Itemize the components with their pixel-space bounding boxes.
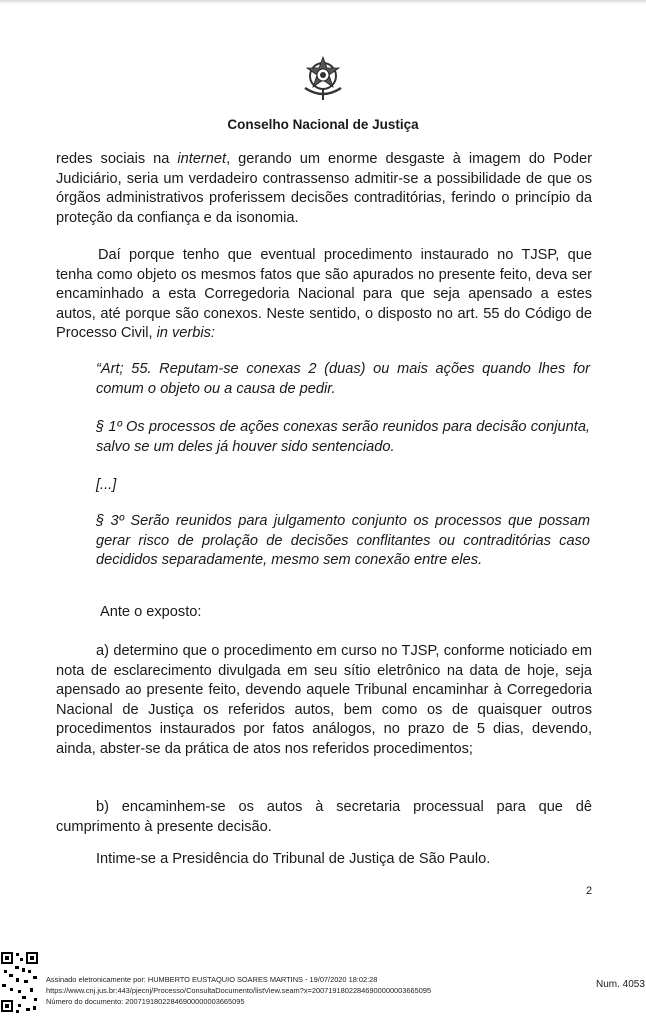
signature-footer (46, 974, 431, 1007)
paragraph-2: Daí porque tenho que eventual procedimento instaurado no TJSP, que tenha como objeto os mesmos fatos que são apurados no presente feito, deva ser encaminhado a esta Corregedoria Nacional para que seja apensado a estes autos, até porque são conexos. Neste sentido, o disposto no art. 55 do Código de Processo Civil, in verbis: (56, 247, 592, 342)
document-number: Número do documento: 20071918022846900000003665095 (46, 997, 245, 1006)
document-url[interactable]: https://www.cnj.jus.br:443/pjecnj/Processo/ConsultaDocumento/listView.seam?x=20071918022846900000003665095 (46, 986, 432, 995)
signed-by-line: Assinado eletronicamente por: HUMBERTO EUSTAQUIO SOARES MARTINS - 19/07/2020 18:02:28 (46, 975, 378, 984)
brazil-coat-of-arms-icon (299, 54, 347, 102)
num-reference: Num. 4053 (596, 979, 645, 990)
quote-art-55: “Art; 55. Reputam-se conexas 2 (duas) ou mais ações quando lhes for comum o objeto ou a causa de pedir. (96, 361, 590, 397)
paragraph-1: redes sociais na internet, gerando um enorme desgaste à imagem do Poder Judiciário, seria um verdadeiro contrassenso admitir-se a possibilidade de que os órgãos administrativos proferissem decisões contraditórias, ferindo o princípio da proteção da confiança e da isonomia. (56, 151, 593, 226)
quote-paragraph-3: § 3º Serão reunidos para julgamento conjunto os processos que possam gerar risco de prolação de decisões conflitantes ou contraditórias caso decididos separadamente, mesmo sem conexão entre eles. (96, 513, 590, 569)
intime-line: Intime-se a Presidência do Tribunal de Justiça de São Paulo. (96, 851, 491, 867)
paragraph-b: b) encaminhem-se os autos à secretaria processual para que dê cumprimento à presente decisão. (56, 799, 592, 835)
top-edge-shadow (0, 0, 646, 4)
quote-ellipsis: [...] (96, 477, 117, 493)
page-number: 2 (586, 885, 593, 897)
ante-o-exposto: Ante o exposto: (100, 604, 202, 620)
quote-paragraph-1: § 1º Os processos de ações conexas serão reunidos para decisão conjunta, salvo se um deles já houver sido sentenciado. (96, 419, 590, 455)
paragraph-a: a) determino que o procedimento em curso no TJSP, conforme noticiado em nota de esclarecimento divulgada em seu sítio eletrônico na data de hoje, seja apensado ao presente feito, devendo aquele Tribunal encaminhar à Corregedoria Nacional de Justiça os referidos autos, bem como os de quaisquer outros procedimentos instaurados por fatos análogos, no prazo de 5 dias, devendo, ainda, abster-se da prática de atos nos referidos procedimentos; (56, 643, 592, 757)
organization-name: Conselho Nacional de Justiça (227, 117, 419, 132)
qr-code-icon (0, 950, 40, 1016)
